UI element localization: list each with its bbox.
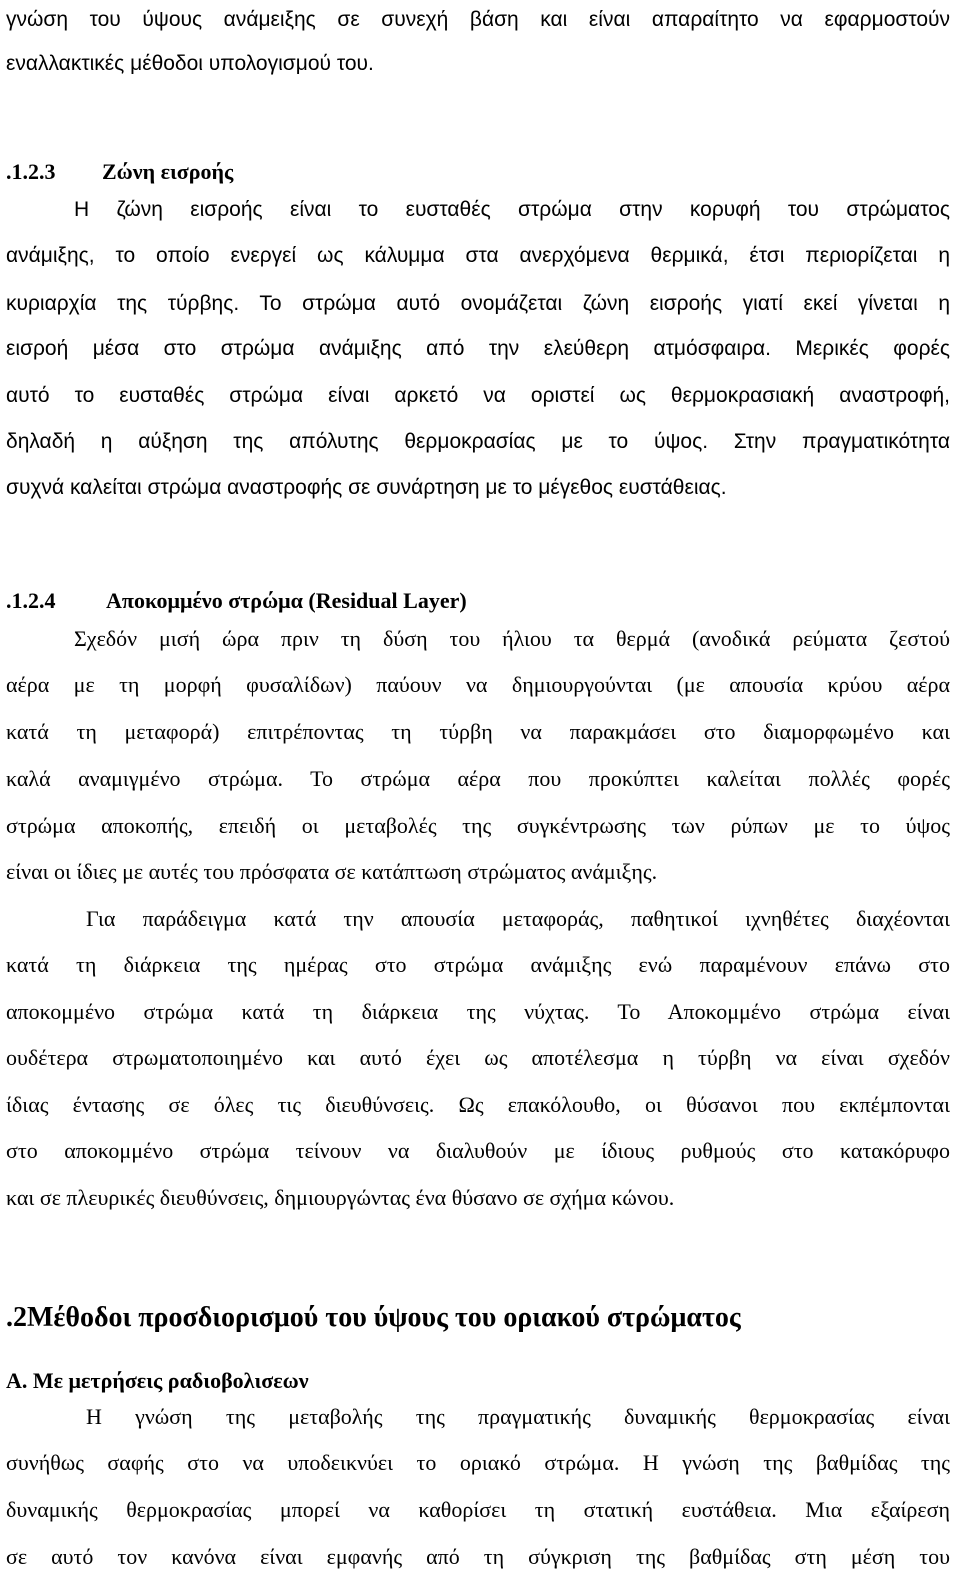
paragraph-line: σε αυτό τον κανόνα είναι εμφανής από τη σύγκριση της βαθμίδας στη μέση του — [6, 1544, 950, 1569]
paragraph-line: δηλαδή η αύξηση της απόλυτης θερμοκρασίας με το ύψος. Στην πραγματικότητα — [6, 430, 950, 453]
intro-line-1: γνώση του ύψους ανάμειξης σε συνεχή βάση και είναι απαραίτητο να εφαρμοστούν — [6, 8, 950, 31]
section-title: Αποκομμένο στρώμα (Residual Layer) — [106, 588, 467, 613]
paragraph-line: ίδιας έντασης σε όλες τις διευθύνσεις. Ως επακόλουθο, οι θύσανοι που εκπέμπονται — [6, 1092, 950, 1117]
section-number: .1.2.4 — [6, 588, 56, 613]
section-heading-2 — [6, 1300, 950, 1336]
paragraph-line: στρώμα αποκοπής, επειδή οι μεταβολές της συγκέντρωσης των ρύπων με το ύψος — [6, 813, 950, 838]
paragraph-line: Σχεδόν μισή ώρα πριν τη δύση του ήλιου τα θερμά (ανοδικά ρεύματα ζεστού — [74, 626, 950, 651]
section-title: Ζώνη εισροής — [102, 159, 234, 184]
paragraph-line: συνήθως σαφής στο να υποδεικνύει το οριακό στρώμα. Η γνώση της βαθμίδας της — [6, 1450, 950, 1475]
section-heading-1-2-3 — [6, 158, 950, 186]
paragraph-line: συχνά καλείται στρώμα αναστροφής σε συνάρτηση με το μέγεθος ευστάθειας. — [6, 476, 727, 499]
paragraph-line: και σε πλευρικές διευθύνσεις, δημιουργώντας ένα θύσανο σε σχήμα κώνου. — [6, 1185, 675, 1210]
paragraph-line: αποκομμένο στρώμα κατά τη διάρκεια της νύχτας. Το Αποκομμένο στρώμα είναι — [6, 999, 950, 1024]
section-heading-1-2-4 — [6, 587, 950, 615]
section-number: .2 — [6, 1302, 27, 1333]
paragraph-line: Η γνώση της μεταβολής της πραγματικής δυναμικής θερμοκρασίας είναι — [86, 1404, 950, 1429]
section-title: Μέθοδοι προσδιορισμού του ύψους του οριακού στρώματος — [27, 1302, 741, 1333]
paragraph-line: αυτό το ευσταθές στρώμα είναι αρκετό να οριστεί ως θερμοκρασιακή αναστροφή, — [6, 384, 950, 407]
paragraph-line: στο αποκομμένο στρώμα τείνουν να διαλυθούν με ίδιους ρυθμούς στο κατακόρυφο — [6, 1138, 950, 1163]
paragraph-line: εισροή μέσα στο στρώμα ανάμιξης από την ελεύθερη ατμόσφαιρα. Μερικές φορές — [6, 337, 950, 360]
subsection-heading-a: Α. Με μετρήσεις ραδιοβολισεων — [6, 1368, 309, 1393]
paragraph-line: κατά τη μεταφορά) επιτρέποντας τη τύρβη να παρακμάσει στο διαμορφωμένο και — [6, 719, 950, 744]
paragraph-line: αέρα με τη μορφή φυσαλίδων) παύουν να δημιουργούνται (με απουσία κρύου αέρα — [6, 672, 950, 697]
paragraph-line: είναι οι ίδιες με αυτές του πρόσφατα σε κατάπτωση στρώματος ανάμιξης. — [6, 859, 658, 884]
paragraph-line: Για παράδειγμα κατά την απουσία μεταφοράς, παθητικοί ιχνηθέτες διαχέονται — [86, 906, 950, 931]
section-number: .1.2.3 — [6, 159, 56, 184]
paragraph-line: ουδέτερα στρωματοποιημένο και αυτό έχει ως αποτέλεσμα η τύρβη να είναι σχεδόν — [6, 1045, 950, 1070]
paragraph-line: ανάμιξης, το οποίο ενεργεί ως κάλυμμα στα ανερχόμενα θερμικά, έτσι περιορίζεται η — [6, 244, 950, 267]
intro-line-2: εναλλακτικές μέθοδοι υπολογισμού του. — [6, 52, 374, 75]
paragraph-line: κυριαρχία της τύρβης. Το στρώμα αυτό ονομάζεται ζώνη εισροής γιατί εκεί γίνεται η — [6, 292, 950, 315]
paragraph-line: κατά τη διάρκεια της ημέρας στο στρώμα ανάμιξης ενώ παραμένουν επάνω στο — [6, 952, 950, 977]
paragraph-line: δυναμικής θερμοκρασίας μπορεί να καθορίσει τη στατική ευστάθεια. Μια εξαίρεση — [6, 1497, 950, 1522]
paragraph-line: καλά αναμιγμένο στρώμα. Το στρώμα αέρα που προκύπτει καλείται πολλές φορές — [6, 766, 950, 791]
paragraph-line: Η ζώνη εισροής είναι το ευσταθές στρώμα στην κορυφή του στρώματος — [74, 198, 950, 221]
